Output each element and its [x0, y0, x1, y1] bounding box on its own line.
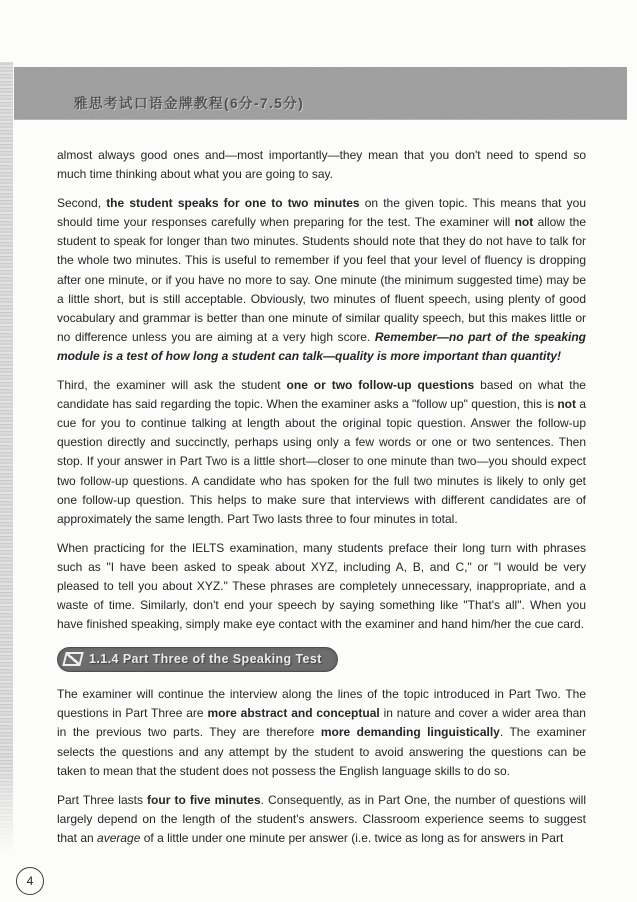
section-heading: [57, 647, 338, 672]
text-run: . Consequently, as in Part One, the number of questions will largely depend on the length of the student's answers. Classroom experience seems to suggest that an: [57, 792, 586, 845]
paragraph: [57, 685, 586, 780]
paragraph: [57, 539, 586, 634]
text-run: on the given topic. This means that you should time your responses carefully when preparing for the test. The examiner will: [57, 196, 586, 230]
text-run: average: [97, 830, 141, 845]
text-run: in nature and cover a wider area than in the previous two parts. They are therefore: [57, 706, 586, 740]
text-run: allow the student to speak for longer than two minutes. Students should note that they do not have to talk for the whole two minutes. This is useful to remember if you feel that your level of fluency is dropping after one minute, or if you have no more to say. One minute (the minimum suggested time) may be a little short, but is still acceptable. Obviously, two minutes of fluent speech, using plenty of good vocabulary and grammar is better than one minute of similar quality speech, but this makes little or no difference unless you are aiming at a very high score.: [57, 215, 586, 344]
paragraph-group-part-two: [57, 146, 586, 634]
paragraph: [57, 791, 586, 848]
slashed-box-icon: [62, 652, 83, 666]
text-run: Remember—no part of the speaking module is a test of how long a student can talk—quality is more important than quantity!: [57, 329, 586, 363]
page-number: [16, 867, 44, 895]
paragraph: [57, 146, 586, 184]
text-run: not: [557, 397, 576, 412]
paragraph-group-part-three: [57, 685, 586, 848]
page-content: [57, 146, 586, 858]
text-run: The examiner will continue the interview along the lines of the topic introduced in Part Two. The questions in Part Three are: [57, 687, 586, 721]
text-run: of a little under one minute per answer (i.e. twice as long as for answers in Part: [140, 830, 564, 845]
paragraph: [57, 194, 586, 366]
text-run: a cue for you to continue talking at length about the original topic question. Answer the follow-up question directly and succinctly, perhaps using only a few words or one or two sentences. Then stop. If your answer in Part Two is a little short—closer to one minute than two—you should expect two follow-up questions. A candidate who has spoken for the full two minutes is likely to only get one follow-up question. This helps to make sure that interviews with different candidates are of approximately the same length. Part Two lasts three to four minutes in total.: [57, 397, 586, 526]
text-run: When practicing for the IELTS examination, many students preface their long turn with phrases such as "I have been asked to speak about XYZ, including A, B, and C," or "I would be very pleased to tell you about XYZ." These phrases are completely unnecessary, inappropriate, and a waste of time. Similarly, don't end your speech by saying something like "That's all". When you have finished speaking, simply make eye contact with the examiner and hand him/her the cue card.: [57, 540, 586, 632]
text-run: four to five minutes: [147, 792, 261, 807]
book-title-header: 雅思考试口语金牌教程(6分-7.5分): [74, 96, 305, 111]
text-run: not: [514, 215, 534, 230]
section-number: 1.1.4: [89, 652, 119, 667]
text-run: based on what the candidate has said regarding the topic. When the examiner asks a "follow up" question, this is: [57, 378, 586, 412]
text-run: . The examiner selects the questions and any attempt by the student to avoid answering the questions can be taken to mean that the student does not possess the English language skills to do so.: [57, 725, 586, 778]
section-heading-text: [89, 652, 322, 666]
text-run: the student speaks for one to two minutes: [106, 196, 360, 211]
text-run: more abstract and conceptual: [207, 706, 380, 721]
section-title: Part Three of the Speaking Test: [122, 652, 322, 667]
text-run: Part Three lasts: [57, 792, 148, 807]
text-run: almost always good ones and—most importantly—they mean that you don't need to spend so much time thinking about what you are going to say.: [57, 148, 586, 182]
text-run: Third, the examiner will ask the student: [57, 378, 287, 393]
page-number-value: 4: [26, 874, 34, 888]
text-run: Second,: [57, 196, 107, 211]
paragraph: [57, 376, 586, 529]
text-run: one or two follow-up questions: [286, 378, 475, 393]
page-header-band: [14, 67, 627, 120]
scan-binding-shadow: [0, 62, 13, 854]
text-run: more demanding linguistically: [320, 725, 500, 740]
